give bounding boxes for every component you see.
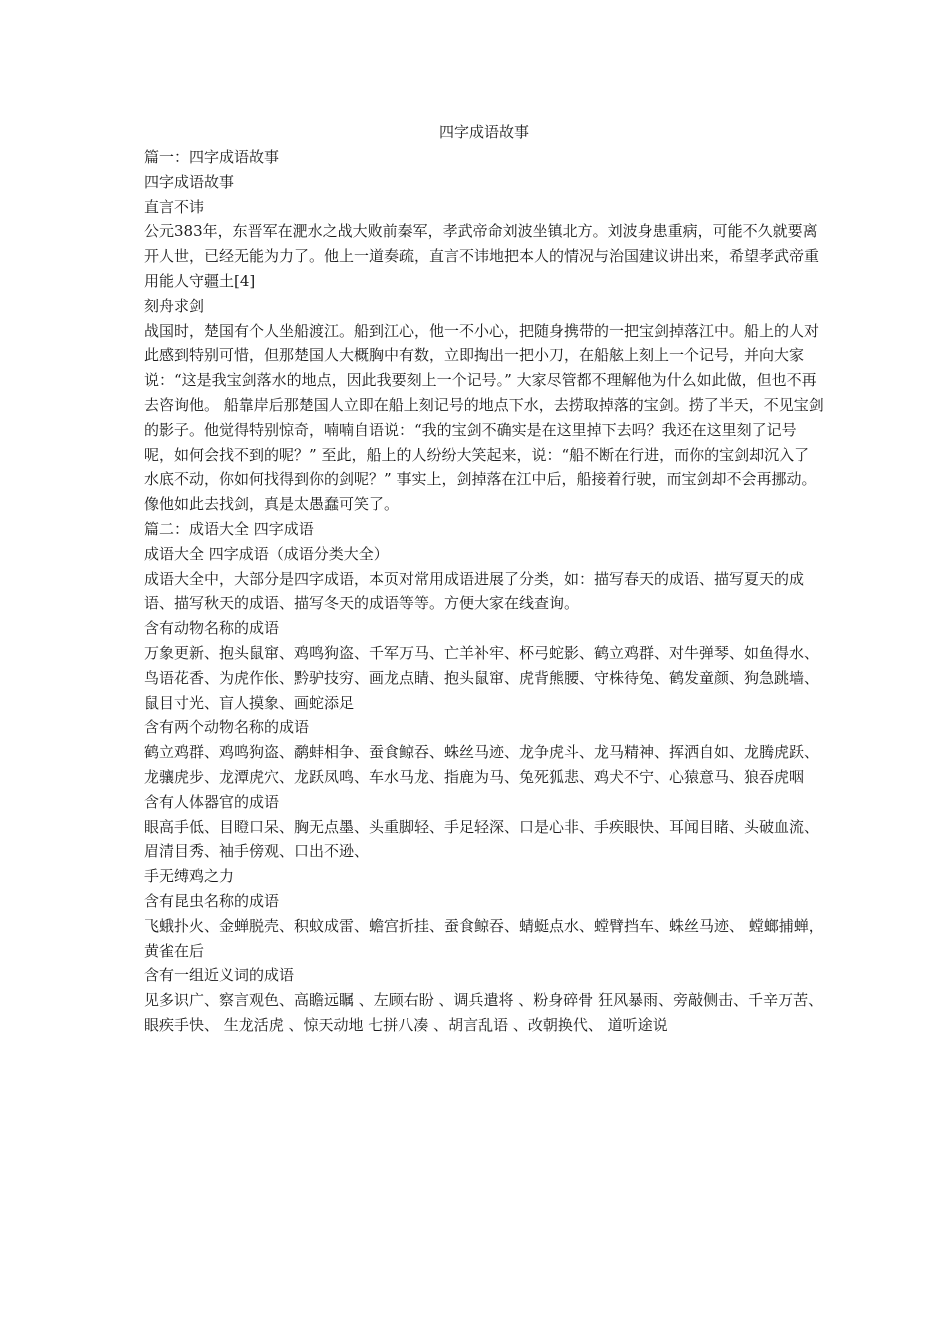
subheading: 四字成语故事 bbox=[144, 172, 235, 191]
idiom-list: 眼高手低、目瞪口呆、胸无点墨、头重脚轻、手足轻深、口是心非、手疾眼快、耳闻目睹、头破血流、 bbox=[144, 817, 820, 836]
idiom-list: 眉清目秀、袖手傍观、口出不逊、 bbox=[144, 842, 370, 861]
category-heading: 含有昆虫名称的成语 bbox=[144, 891, 280, 910]
story-paragraph: 战国时，楚国有个人坐船渡江。船到江心，他一不小心，把随身携带的一把宝剑掉落江中。船上的人对此感到特别可惜，但那楚国人大概胸中有数，立即掏出一把小刀，在船舷上刻上一个记号，并向大家说：“这是我宝剑落水的地点，因此我要刻上一个记号。” 大家尽管都不理解他为什么如此做，但也不再去咨询他。 船靠岸后那楚国人立即在船上刻记号的地点下水，去捞取掉落的宝剑。捞了半天，不见宝剑的影子。他觉得特别惊奇，喃喃自语说：“我的宝剑不确实是在这里掉下去吗？我还在这里刻了记号呢，如何会找不到的呢？” 至此，船上的人纷纷大笑起来，说：“船不断在行进，而你的宝剑却沉入了水底不动，你如何找得到你的剑呢？” 事实上，剑掉落在江中后，船接着行驶，而宝剑却不会再挪动。像他如此去找剑，真是太愚蠢可笑了。 bbox=[144, 321, 824, 514]
idiom-list: 飞蛾扑火、金蝉脱壳、积蚊成雷、蟾宫折挂、蚕食鲸吞、蜻蜓点水、螳臂挡车、蛛丝马迹、 螳螂捕蝉，黄雀在后 bbox=[144, 916, 824, 960]
idiom-list: 鼠目寸光、盲人摸象、画蛇添足 bbox=[144, 693, 355, 712]
idiom-list: 万象更新、抱头鼠窜、鸡鸣狗盗、千军万马、亡羊补牢、杯弓蛇影、鹤立鸡群、对牛弹琴、如鱼得水、 bbox=[144, 643, 820, 662]
section-heading-2: 篇二：成语大全 四字成语 bbox=[144, 519, 314, 538]
idiom-list: 鸟语花香、为虎作伥、黔驴技穷、画龙点睛、抱头鼠窜、虎背熊腰、守株待兔、鹤发童颜、狗急跳墙、 bbox=[144, 668, 820, 687]
idiom-list: 手无缚鸡之力 bbox=[144, 867, 235, 886]
story-title: 刻舟求剑 bbox=[144, 296, 205, 315]
idiom-list: 见多识广、察言观色、高瞻远瞩 、左顾右盼 、调兵遣将 、粉身碎骨 狂风暴雨、旁敲侧击、千辛万苦、 眼疾手快、 生龙活虎 、惊天动地 七拼八凑 、胡言乱语 、改朝换代、 道听途说 bbox=[144, 991, 824, 1034]
idiom-list: 鹤立鸡群、鸡鸣狗盗、鹬蚌相争、蚕食鲸吞、蛛丝马迹、龙争虎斗、龙马精神、挥洒自如、龙腾虎跃、 bbox=[144, 743, 820, 762]
category-heading: 含有两个动物名称的成语 bbox=[144, 718, 310, 737]
category-heading: 含有人体器官的成语 bbox=[144, 792, 280, 811]
section-heading-1: 篇一：四字成语故事 bbox=[144, 148, 280, 166]
intro-paragraph: 成语大全中，大部分是四字成语，本页对常用成语进展了分类，如：描写春天的成语、描写夏天的成语、描写秋天的成语、描写冬天的成语等等。方便大家在线查询。 bbox=[144, 569, 805, 613]
category-heading: 含有动物名称的成语 bbox=[144, 619, 280, 638]
document-title: 四字成语故事 bbox=[438, 123, 529, 141]
story-paragraph: 公元383年，东晋军在淝水之战大败前秦军，孝武帝命刘波坐镇北方。刘波身患重病，可能不久就要离开人世，已经无能为力了。他上一道奏疏，直言不讳地把本人的情况与治国建议讲出来，希望孝武帝重用能人守疆土[4] bbox=[144, 222, 820, 290]
subheading: 成语大全 四字成语（成语分类大全） bbox=[144, 544, 389, 563]
document-page bbox=[144, 120, 824, 1038]
story-title: 直言不讳 bbox=[144, 197, 205, 216]
category-heading: 含有一组近义词的成语 bbox=[144, 966, 295, 985]
idiom-list: 龙骧虎步、龙潭虎穴、龙跃凤鸣、车水马龙、指鹿为马、兔死狐悲、鸡犬不宁、心猿意马、狼吞虎咽 bbox=[144, 767, 805, 786]
